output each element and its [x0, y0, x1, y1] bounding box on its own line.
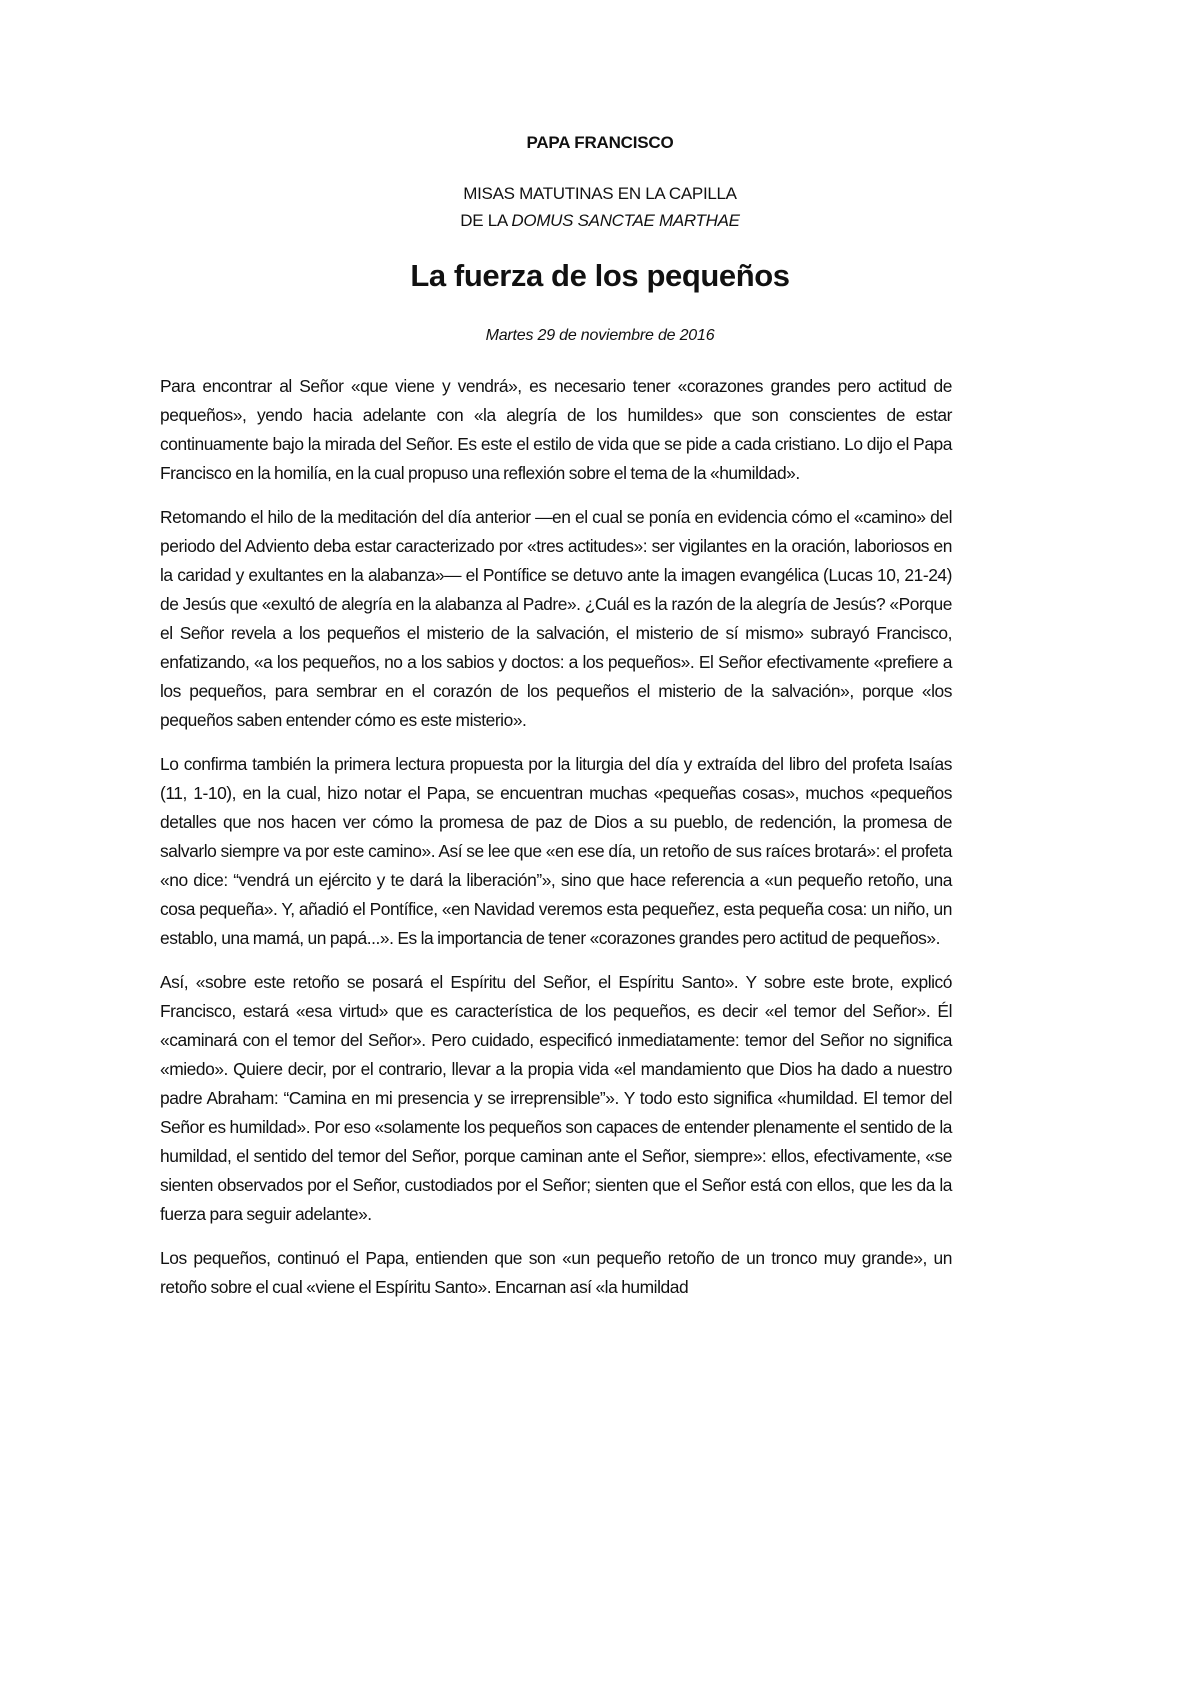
paragraph-1: Para encontrar al Señor «que viene y vendrá», es necesario tener «corazones grandes pero actitud de pequeños», yendo hacia adelante con «la alegría de los humildes» que son conscientes de estar continuamente bajo la mirada del Señor. Es este el estilo de vida que se pide a cada cristiano. Lo dijo el Papa Francisco en la homilía, en la cual propuso una reflexión sobre el tema de la «humildad».: [160, 376, 952, 483]
series-line-1: MISAS MATUTINAS EN LA CAPILLA: [463, 184, 737, 203]
series-line-2: [0, 211, 1200, 231]
paragraph-5: Los pequeños, continuó el Papa, entienden que son «un pequeño retoño de un tronco muy grande», un retoño sobre el cual «viene el Espíritu Santo». Encarnan así «la humildad: [160, 1248, 952, 1297]
document-body: [160, 372, 952, 1302]
document-date: Martes 29 de noviembre de 2016: [485, 327, 715, 344]
series-line-2-prefix: DE LA: [460, 211, 512, 230]
author-heading: PAPA FRANCISCO: [526, 133, 674, 152]
series-line-2-italic: DOMUS SANCTAE MARTHAE: [511, 211, 740, 230]
paragraph-3: Lo confirma también la primera lectura propuesta por la liturgia del día y extraída del libro del profeta Isaías (11, 1-10), en la cual, hizo notar el Papa, se encuentran muchas «pequeñas cosas», muchos «pequeños detalles que nos hacen ver cómo la promesa de paz de Dios a su pueblo, de redención, la promesa de salvarlo siempre va por este camino». Así se lee que «en ese día, un retoño de sus raíces brotará»: el profeta «no dice: “vendrá un ejército y te dará la liberación”», sino que hace referencia a «un pequeño retoño, una cosa pequeña». Y, añadió el Pontífice, «en Navidad veremos esta pequeñez, esta pequeña cosa: un niño, un establo, una mamá, un papá...». Es la importancia de tener «corazones grandes pero actitud de pequeños».: [160, 754, 952, 948]
paragraph-4: Así, «sobre este retoño se posará el Espíritu del Señor, el Espíritu Santo». Y sobre este brote, explicó Francisco, estará «esa virtud» que es característica de los pequeños, es decir «el temor del Señor». Él «caminará con el temor del Señor». Pero cuidado, especificó inmediatamente: temor del Señor no significa «miedo». Quiere decir, por el contrario, llevar a la propia vida «el mandamiento que Dios ha dado a nuestro padre Abraham: “Camina en mi presencia y se irreprensible”». Y todo esto significa «humildad. El temor del Señor es humildad». Por eso «solamente los pequeños son capaces de entender plenamente el sentido de la humildad, el sentido del temor del Señor, porque caminan ante el Señor, siempre»: ellos, efectivamente, «se sienten observados por el Señor, custodiados por el Señor; sienten que el Señor está con ellos, que les da la fuerza para seguir adelante».: [160, 972, 952, 1224]
document-title: La fuerza de los pequeños: [410, 258, 790, 293]
paragraph-2: Retomando el hilo de la meditación del día anterior —en el cual se ponía en evidencia cómo el «camino» del periodo del Adviento deba estar caracterizado por «tres actitudes»: ser vigilantes en la oración, laboriosos en la caridad y exultantes en la alabanza»— el Pontífice se detuvo ante la imagen evangélica (Lucas 10, 21-24) de Jesús que «exultó de alegría en la alabanza al Padre». ¿Cuál es la razón de la alegría de Jesús? «Porque el Señor revela a los pequeños el misterio de la salvación, el misterio de sí mismo» subrayó Francisco, enfatizando, «a los pequeños, no a los sabios y doctos: a los pequeños». El Señor efectivamente «prefiere a los pequeños, para sembrar en el corazón de los pequeños el misterio de la salvación», porque «los pequeños saben entender cómo es este misterio».: [160, 507, 952, 730]
